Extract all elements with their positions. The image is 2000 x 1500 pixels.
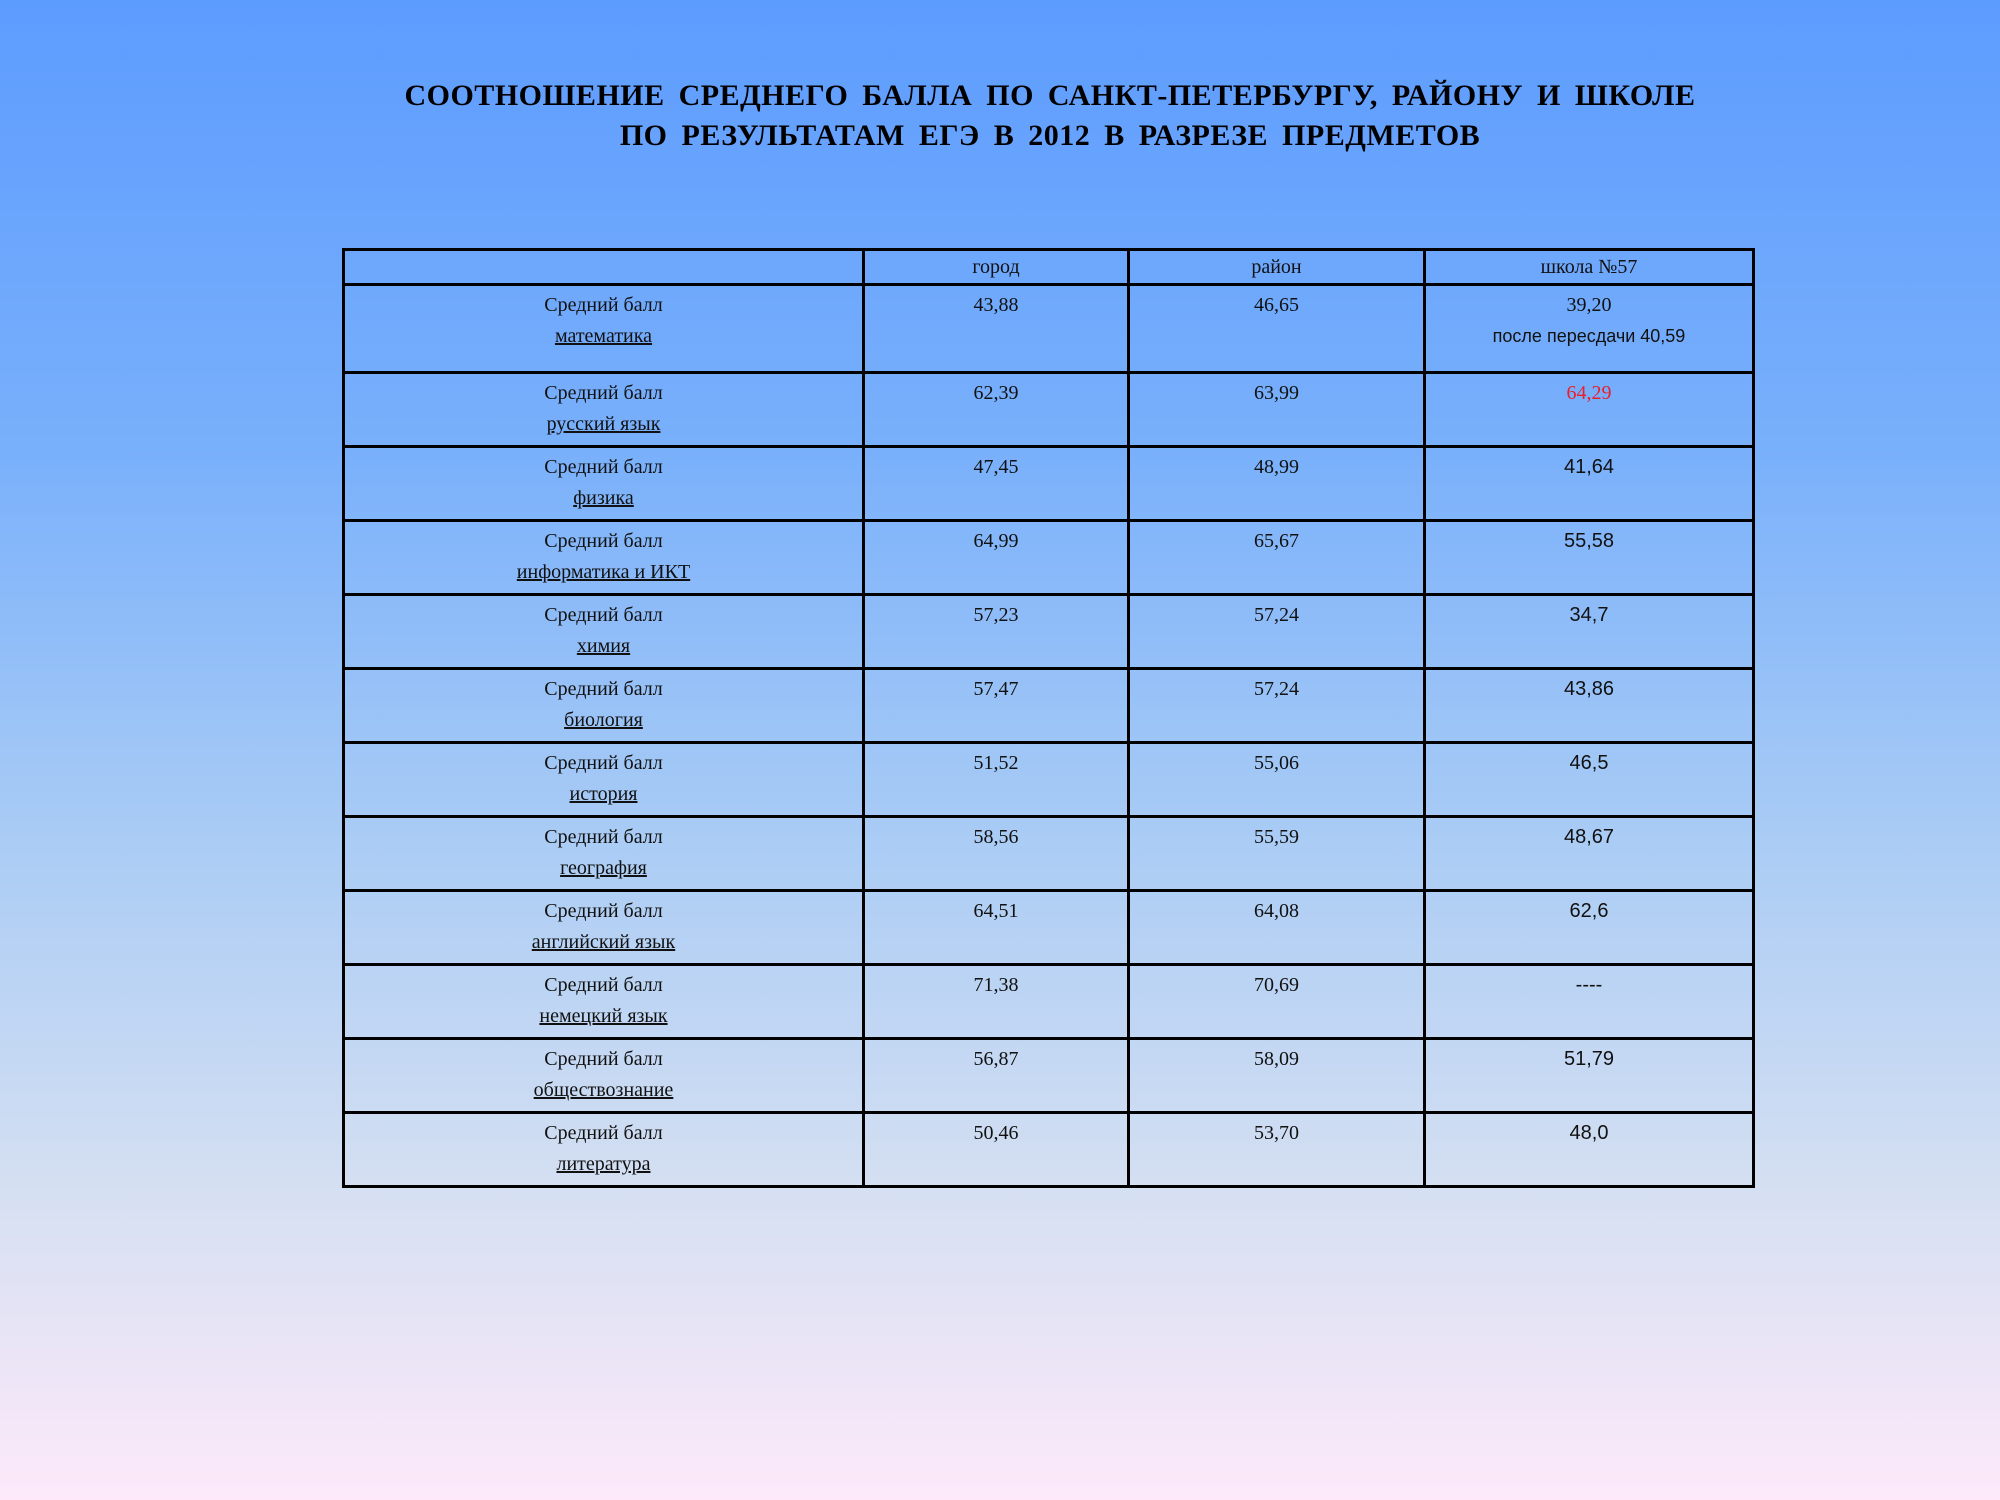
- district-value: 55,06: [1129, 743, 1425, 817]
- school-value: 51,79: [1425, 1039, 1754, 1113]
- table-row: [344, 1039, 1754, 1113]
- row-label: Средний балл: [544, 530, 663, 552]
- city-value: 50,46: [864, 1113, 1129, 1187]
- subject-cell: [344, 285, 864, 373]
- school-value: 39,20: [1566, 294, 1612, 316]
- subject-name: химия: [576, 635, 631, 657]
- city-value: 71,38: [864, 965, 1129, 1039]
- school-value: 64,29: [1425, 373, 1754, 447]
- table-row: [344, 891, 1754, 965]
- city-value: 58,56: [864, 817, 1129, 891]
- subject-cell: [344, 447, 864, 521]
- header-empty: [344, 250, 864, 285]
- city-value: 62,39: [864, 373, 1129, 447]
- table-row: [344, 521, 1754, 595]
- header-school: школа №57: [1425, 250, 1754, 285]
- row-label: Средний балл: [544, 678, 663, 700]
- subject-cell: [344, 1039, 864, 1113]
- district-value: 70,69: [1129, 965, 1425, 1039]
- subject-name: география: [560, 857, 647, 879]
- school-value: 62,6: [1425, 891, 1754, 965]
- scores-table: [342, 248, 1755, 1188]
- row-label: Средний балл: [544, 974, 663, 996]
- page-title: [300, 76, 1800, 156]
- district-value: 63,99: [1129, 373, 1425, 447]
- subject-cell: [344, 817, 864, 891]
- header-district: район: [1129, 250, 1425, 285]
- city-value: 57,47: [864, 669, 1129, 743]
- subject-name: физика: [573, 487, 634, 509]
- subject-name: биология: [564, 709, 643, 731]
- table-row: [344, 817, 1754, 891]
- district-value: 48,99: [1129, 447, 1425, 521]
- subject-cell: [344, 743, 864, 817]
- school-value: 48,0: [1425, 1113, 1754, 1187]
- district-value: 57,24: [1129, 595, 1425, 669]
- city-value: 64,51: [864, 891, 1129, 965]
- subject-cell: [344, 595, 864, 669]
- district-value: 55,59: [1129, 817, 1425, 891]
- subject-cell: [344, 891, 864, 965]
- row-label: Средний балл: [544, 1048, 663, 1070]
- table-row: [344, 743, 1754, 817]
- table-row: [344, 669, 1754, 743]
- subject-cell: [344, 965, 864, 1039]
- school-note: после пересдачи 40,59: [1492, 326, 1686, 346]
- school-value: 46,5: [1425, 743, 1754, 817]
- row-label: Средний балл: [544, 1122, 663, 1144]
- row-label: Средний балл: [544, 294, 663, 316]
- city-value: 56,87: [864, 1039, 1129, 1113]
- district-value: 57,24: [1129, 669, 1425, 743]
- district-value: 58,09: [1129, 1039, 1425, 1113]
- district-value: 64,08: [1129, 891, 1425, 965]
- row-label: Средний балл: [544, 382, 663, 404]
- table-row: [344, 965, 1754, 1039]
- school-value: ----: [1425, 965, 1754, 1039]
- subject-cell: [344, 1113, 864, 1187]
- district-value: 53,70: [1129, 1113, 1425, 1187]
- school-value: 48,67: [1425, 817, 1754, 891]
- subject-cell: [344, 373, 864, 447]
- table-row: [344, 285, 1754, 373]
- city-value: 64,99: [864, 521, 1129, 595]
- school-value: 43,86: [1425, 669, 1754, 743]
- district-value: 65,67: [1129, 521, 1425, 595]
- title-line-1: СООТНОШЕНИЕ СРЕДНЕГО БАЛЛА ПО САНКТ-ПЕТЕРБУРГУ, РАЙОНУ И ШКОЛЕ: [404, 79, 1696, 112]
- school-value: 41,64: [1425, 447, 1754, 521]
- city-value: 43,88: [864, 285, 1129, 373]
- table-row: [344, 595, 1754, 669]
- city-value: 51,52: [864, 743, 1129, 817]
- row-label: Средний балл: [544, 826, 663, 848]
- subject-name: русский язык: [546, 413, 661, 435]
- city-value: 47,45: [864, 447, 1129, 521]
- school-cell: [1425, 285, 1754, 373]
- subject-cell: [344, 521, 864, 595]
- table-row: [344, 373, 1754, 447]
- city-value: 57,23: [864, 595, 1129, 669]
- district-value: 46,65: [1129, 285, 1425, 373]
- school-value: 34,7: [1425, 595, 1754, 669]
- subject-name: математика: [554, 325, 653, 347]
- subject-cell: [344, 669, 864, 743]
- row-label: Средний балл: [544, 456, 663, 478]
- title-line-2: ПО РЕЗУЛЬТАТАМ ЕГЭ В 2012 В РАЗРЕЗЕ ПРЕДМЕТОВ: [619, 119, 1481, 152]
- subject-name: информатика и ИКТ: [516, 561, 691, 583]
- subject-name: история: [569, 783, 638, 805]
- table-row: [344, 447, 1754, 521]
- subject-name: английский язык: [531, 931, 676, 953]
- table-header-row: [344, 250, 1754, 285]
- school-value: 55,58: [1425, 521, 1754, 595]
- header-city: город: [864, 250, 1129, 285]
- row-label: Средний балл: [544, 900, 663, 922]
- subject-name: немецкий язык: [539, 1005, 668, 1027]
- subject-name: обществознание: [533, 1079, 674, 1101]
- row-label: Средний балл: [544, 604, 663, 626]
- table-row: [344, 1113, 1754, 1187]
- subject-name: литература: [556, 1153, 651, 1175]
- row-label: Средний балл: [544, 752, 663, 774]
